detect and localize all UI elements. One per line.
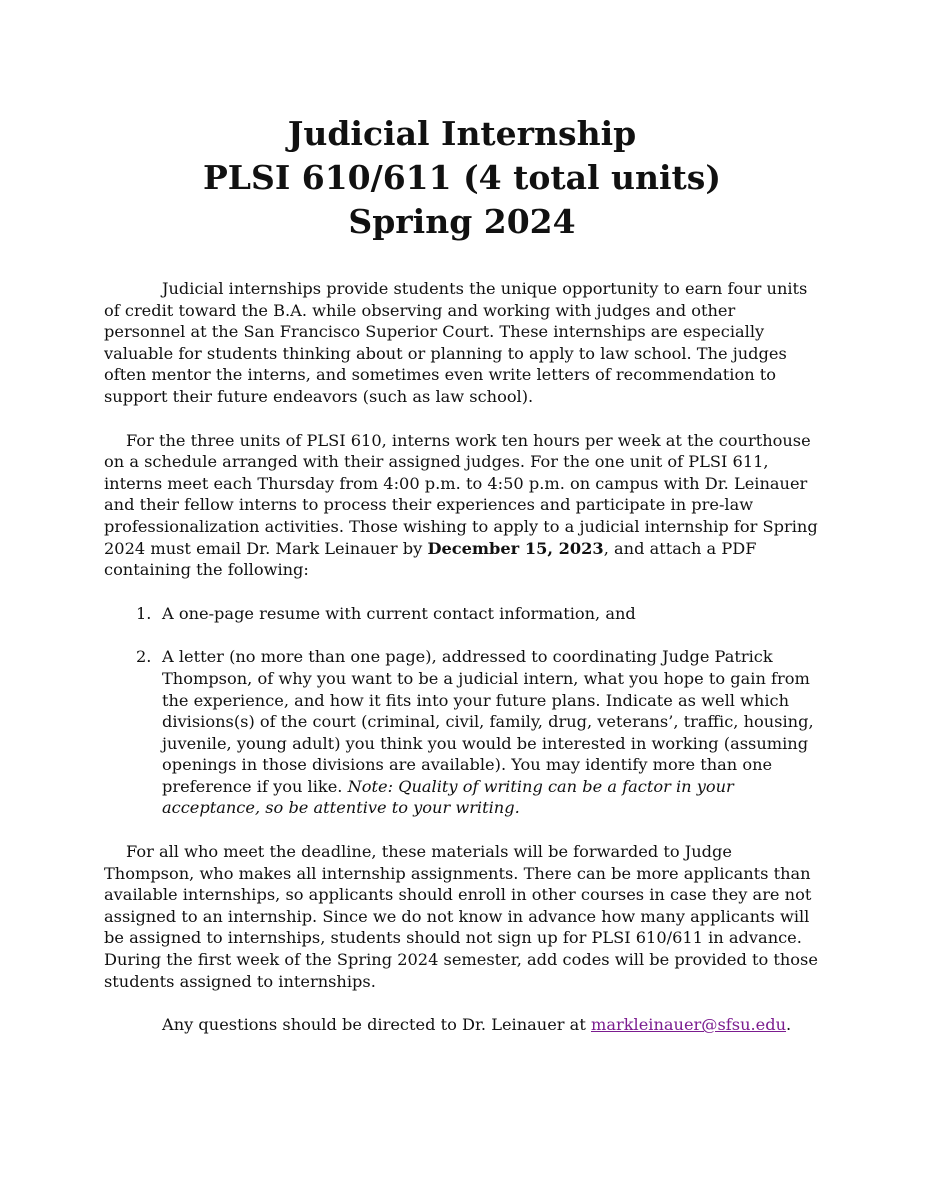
requirement-text: A letter (no more than one page), addressed to coordinating Judge Patrick Thompson, of why you want to be a judicial intern, what you hope to gain from the experience, and how it fits into your future plans. Indicate as well which divisions(s) of the court (criminal, civil, family, drug, veterans’, traffic, housing, juvenile, young adult) you think you would be interested in working (assuming openings in those divisions are available). You may identify more than one preference if you like.: [162, 647, 814, 796]
schedule-text-end: , and attach a PDF containing the following:: [104, 538, 757, 580]
deadline-info-paragraph: For all who meet the deadline, these materials will be forwarded to Judge Thompson, who makes all internship assignments. There can be more applicants than available internships, so applicants should enroll in other courses in case they are not assigned to an internship. Since we do not know in advance how many applicants will be assigned to internships, students should not sign up for PLSI 610/611 in advance. During the first week of the Spring 2024 semester, add codes will be provided to those students assigned to internships.: [104, 842, 818, 991]
contact-suffix: .: [786, 1015, 792, 1035]
requirement-number: 2.: [136, 647, 152, 667]
requirement-text: A one-page resume with current contact information, and: [162, 603, 636, 623]
document-title: [104, 112, 820, 244]
requirement-number: 1.: [136, 603, 152, 623]
schedule-paragraph: [104, 430, 820, 581]
title-line-3: Spring 2024: [348, 202, 576, 241]
document-page: [104, 112, 820, 1058]
contact-text: Any questions should be directed to Dr. Leinauer at: [162, 1015, 591, 1035]
intro-paragraph: Judicial internships provide students the unique opportunity to earn four units of credit toward the B.A. while observing and working with judges and other personnel at the San Francisco Superior Court. These internships are especially valuable for students thinking about or planning to apply to law school. The judges often mentor the interns, and sometimes even write letters of recommendation to support their future endeavors (such as law school).: [104, 279, 808, 406]
requirement-item: [104, 646, 820, 819]
writing-quality-note: Note: Quality of writing can be a factor in your acceptance, so be attentive to your writing.: [162, 776, 734, 818]
requirements-list: [104, 603, 820, 819]
schedule-text: For the three units of PLSI 610, interns work ten hours per week at the courthouse on a schedule arranged with their assigned judges. For the one unit of PLSI 611, interns meet each Thursday from 4:00 p.m. to 4:50 p.m. on campus with Dr. Leinauer and their fellow interns to process their experiences and participate in pre-law professionalization activities. Those wishing to apply to a judicial internship for Spring 2024 must email Dr. Mark Leinauer by: [104, 430, 818, 558]
contact-paragraph: [104, 1014, 820, 1036]
title-line-1: Judicial Internship: [287, 114, 637, 153]
email-link[interactable]: markleinauer@sfsu.edu: [590, 1015, 787, 1035]
requirement-item: [104, 603, 820, 625]
title-line-2: PLSI 610/611 (4 total units): [202, 158, 721, 197]
application-deadline: December 15, 2023: [427, 538, 604, 558]
